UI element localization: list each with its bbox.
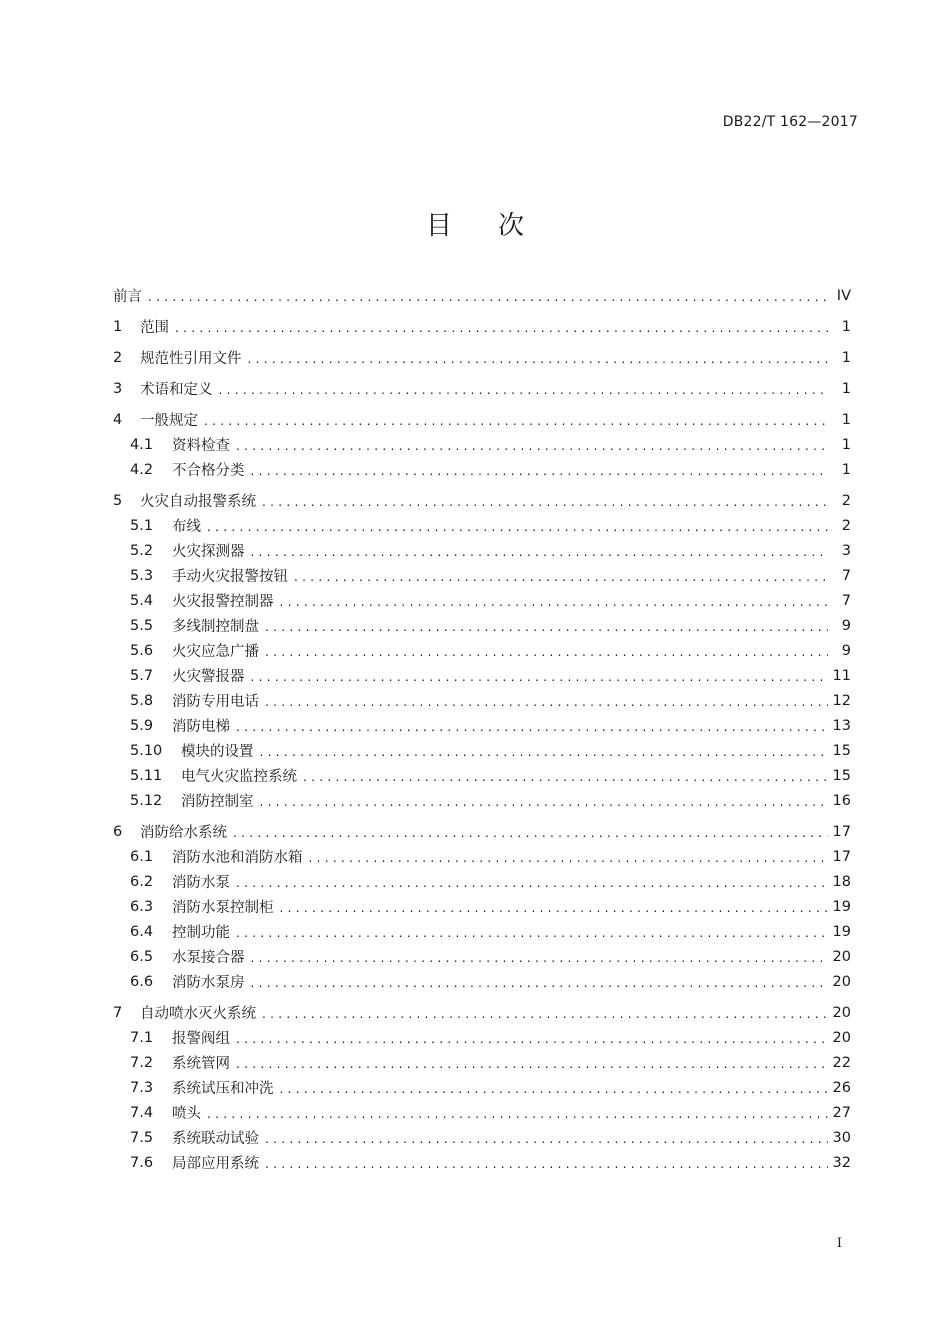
toc-subentry[interactable] [113, 588, 851, 613]
toc-dot-leader [236, 876, 828, 890]
toc-entry-label: 消防给水系统 [140, 825, 227, 841]
toc-subentry[interactable] [113, 788, 851, 813]
toc-dot-leader [175, 321, 828, 335]
toc-subentry[interactable] [113, 944, 851, 969]
toc-entry-label: 火灾报警控制器 [172, 594, 274, 610]
toc-entry-label: 系统管网 [172, 1056, 230, 1072]
toc-dot-leader [207, 520, 828, 534]
toc-entry-label: 报警阀组 [172, 1031, 230, 1047]
toc-dot-leader [236, 720, 828, 734]
toc-entry-label: 火灾自动报警系统 [140, 494, 256, 510]
toc-entry-page: 20 [832, 973, 851, 990]
toc-entry-number: 5.4 [130, 592, 154, 609]
toc-entry-page: 12 [832, 692, 851, 709]
toc-entry-page: 20 [832, 948, 851, 965]
toc-dot-leader [207, 1107, 828, 1121]
toc-subentry[interactable] [113, 713, 851, 738]
toc-entry-label: 前言 [113, 289, 142, 305]
toc-entry-number: 7.2 [130, 1054, 154, 1071]
toc-dot-leader [265, 695, 828, 709]
toc-entry-page: 1 [841, 411, 851, 428]
toc-entry-page: 16 [832, 792, 851, 809]
toc-subentry[interactable] [113, 1150, 851, 1175]
toc-entry-number: 6.5 [130, 948, 154, 965]
toc-subentry[interactable] [113, 763, 851, 788]
page-title-part2: 次 [498, 211, 525, 241]
toc-entry[interactable] [113, 819, 851, 844]
toc-entry-label: 消防控制室 [181, 794, 254, 810]
toc-entry-page: 7 [841, 592, 851, 609]
toc-entry-number: 6 [113, 823, 123, 840]
toc-dot-leader [236, 1057, 828, 1071]
toc-subentry[interactable] [113, 432, 851, 457]
toc-dot-leader [265, 620, 828, 634]
toc-dot-leader [236, 926, 828, 940]
toc-dot-leader [265, 1157, 828, 1171]
toc-dot-leader [265, 1132, 828, 1146]
toc-entry-page: 1 [841, 436, 851, 453]
toc-entry-number: 6.1 [130, 848, 154, 865]
toc-entry-page: 19 [832, 898, 851, 915]
toc-entry-page: 20 [832, 1029, 851, 1046]
toc-entry-number: 6.6 [130, 973, 154, 990]
toc-dot-leader [280, 595, 829, 609]
toc-dot-leader [262, 495, 828, 509]
toc-entry-number: 5 [113, 492, 123, 509]
toc-entry-page: 22 [832, 1054, 851, 1071]
toc-entry-label: 手动火灾报警按钮 [172, 569, 288, 585]
toc-dot-leader [251, 951, 828, 965]
toc-entry-number: 7.3 [130, 1079, 154, 1096]
toc-subentry[interactable] [113, 1125, 851, 1150]
toc-subentry[interactable] [113, 457, 851, 482]
toc-entry-page: 32 [832, 1154, 851, 1171]
toc-entry-page: IV [836, 287, 851, 304]
toc-entry-label: 控制功能 [172, 925, 230, 941]
toc-subentry[interactable] [113, 688, 851, 713]
toc-entry-number: 7.5 [130, 1129, 154, 1146]
toc-dot-leader [204, 414, 828, 428]
toc-entry-label: 规范性引用文件 [140, 351, 242, 367]
toc-dot-leader [260, 745, 828, 759]
toc-subentry[interactable] [113, 613, 851, 638]
toc-entry-page: 17 [832, 848, 851, 865]
toc-entry-page: 15 [832, 742, 851, 759]
toc-entry-number: 6.2 [130, 873, 154, 890]
toc-subentry[interactable] [113, 894, 851, 919]
toc-entry-number: 5.5 [130, 617, 154, 634]
table-of-contents [113, 283, 851, 1175]
toc-entry-number: 5.3 [130, 567, 154, 584]
toc-entry-number: 5.12 [130, 792, 163, 809]
toc-entry-label: 模块的设置 [181, 744, 254, 760]
toc-entry-number: 5.10 [130, 742, 163, 759]
toc-entry-number: 5.9 [130, 717, 154, 734]
toc-subentry[interactable] [113, 919, 851, 944]
toc-entry-page: 20 [832, 1004, 851, 1021]
toc-dot-leader [251, 976, 828, 990]
toc-dot-leader [233, 826, 828, 840]
toc-entry-page: 9 [841, 617, 851, 634]
toc-entry-page: 17 [832, 823, 851, 840]
toc-dot-leader [294, 570, 828, 584]
toc-entry[interactable] [113, 345, 851, 370]
toc-dot-leader [251, 670, 828, 684]
toc-entry-page: 1 [841, 461, 851, 478]
toc-entry-label: 不合格分类 [172, 463, 245, 479]
toc-dot-leader [262, 1007, 828, 1021]
page-title-part1: 目 [425, 211, 452, 241]
toc-subentry[interactable] [113, 538, 851, 563]
toc-entry[interactable] [113, 283, 851, 308]
toc-entry-number: 4.1 [130, 436, 154, 453]
toc-entry-page: 2 [841, 492, 851, 509]
toc-entry[interactable] [113, 376, 851, 401]
toc-entry-page: 27 [832, 1104, 851, 1121]
toc-entry-page: 9 [841, 642, 851, 659]
toc-entry-number: 6.3 [130, 898, 154, 915]
toc-subentry[interactable] [113, 869, 851, 894]
toc-entry-label: 布线 [172, 519, 201, 535]
footer-page-number: I [836, 1236, 842, 1251]
toc-dot-leader [236, 1032, 828, 1046]
toc-entry-number: 7.6 [130, 1154, 154, 1171]
toc-subentry[interactable] [113, 1100, 851, 1125]
toc-entry-page: 30 [832, 1129, 851, 1146]
toc-dot-leader [251, 464, 829, 478]
toc-subentry[interactable] [113, 638, 851, 663]
toc-subentry[interactable] [113, 738, 851, 763]
toc-subentry[interactable] [113, 844, 851, 869]
document-code: DB22/T 162—2017 [722, 114, 858, 130]
toc-entry-page: 11 [832, 667, 851, 684]
toc-entry-number: 5.1 [130, 517, 154, 534]
toc-subentry[interactable] [113, 513, 851, 538]
toc-entry-number: 5.8 [130, 692, 154, 709]
toc-dot-leader [260, 795, 828, 809]
toc-entry-label: 消防电梯 [172, 719, 230, 735]
toc-entry-label: 自动喷水灭火系统 [140, 1006, 256, 1022]
toc-entry-label: 消防水池和消防水箱 [172, 850, 303, 866]
toc-entry-label: 一般规定 [140, 413, 198, 429]
toc-dot-leader [303, 770, 828, 784]
toc-entry-label: 喷头 [172, 1106, 201, 1122]
toc-entry-number: 7.1 [130, 1029, 154, 1046]
toc-entry-label: 范围 [140, 320, 169, 336]
toc-entry-number: 5.6 [130, 642, 154, 659]
toc-dot-leader [251, 545, 829, 559]
toc-subentry[interactable] [113, 1025, 851, 1050]
toc-entry-number: 4 [113, 411, 123, 428]
toc-entry-number: 5.2 [130, 542, 154, 559]
toc-dot-leader [309, 851, 828, 865]
toc-entry-page: 19 [832, 923, 851, 940]
toc-subentry[interactable] [113, 1075, 851, 1100]
toc-dot-leader [248, 352, 829, 366]
toc-entry-page: 13 [832, 717, 851, 734]
toc-entry-number: 6.4 [130, 923, 154, 940]
toc-entry-label: 火灾探测器 [172, 544, 245, 560]
toc-entry-label: 消防水泵房 [172, 975, 245, 991]
toc-entry[interactable] [113, 314, 851, 339]
toc-entry-label: 多线制控制盘 [172, 619, 259, 635]
toc-entry-page: 15 [832, 767, 851, 784]
toc-entry-number: 2 [113, 349, 123, 366]
toc-subentry[interactable] [113, 563, 851, 588]
toc-entry-label: 术语和定义 [140, 382, 213, 398]
toc-entry-page: 18 [832, 873, 851, 890]
toc-entry-number: 1 [113, 318, 123, 335]
page-title [0, 205, 950, 242]
toc-subentry[interactable] [113, 969, 851, 994]
toc-entry-page: 7 [841, 567, 851, 584]
toc-dot-leader [280, 1082, 828, 1096]
toc-entry-page: 1 [841, 318, 851, 335]
toc-dot-leader [148, 290, 828, 304]
toc-entry-label: 系统联动试验 [172, 1131, 259, 1147]
toc-entry-label: 消防水泵控制柜 [172, 900, 274, 916]
toc-entry-number: 3 [113, 380, 123, 397]
toc-entry-page: 3 [841, 542, 851, 559]
toc-dot-leader [280, 901, 828, 915]
toc-entry-label: 火灾应急广播 [172, 644, 259, 660]
toc-entry-label: 系统试压和冲洗 [172, 1081, 274, 1097]
toc-entry-number: 5.7 [130, 667, 154, 684]
toc-entry-label: 水泵接合器 [172, 950, 245, 966]
toc-entry-number: 5.11 [130, 767, 163, 784]
toc-entry-page: 1 [841, 349, 851, 366]
toc-entry-label: 火灾警报器 [172, 669, 245, 685]
toc-entry-number: 4.2 [130, 461, 154, 478]
toc-entry-label: 局部应用系统 [172, 1156, 259, 1172]
toc-entry-label: 电气火灾监控系统 [181, 769, 297, 785]
toc-dot-leader [265, 645, 828, 659]
toc-subentry[interactable] [113, 663, 851, 688]
toc-dot-leader [219, 383, 829, 397]
toc-entry-page: 1 [841, 380, 851, 397]
toc-entry[interactable] [113, 407, 851, 432]
toc-entry[interactable] [113, 488, 851, 513]
toc-entry-label: 消防水泵 [172, 875, 230, 891]
toc-entry-page: 26 [832, 1079, 851, 1096]
toc-entry[interactable] [113, 1000, 851, 1025]
toc-entry-label: 资料检查 [172, 438, 230, 454]
toc-entry-label: 消防专用电话 [172, 694, 259, 710]
toc-entry-page: 2 [841, 517, 851, 534]
toc-dot-leader [236, 439, 828, 453]
toc-entry-number: 7 [113, 1004, 123, 1021]
toc-entry-number: 7.4 [130, 1104, 154, 1121]
toc-subentry[interactable] [113, 1050, 851, 1075]
